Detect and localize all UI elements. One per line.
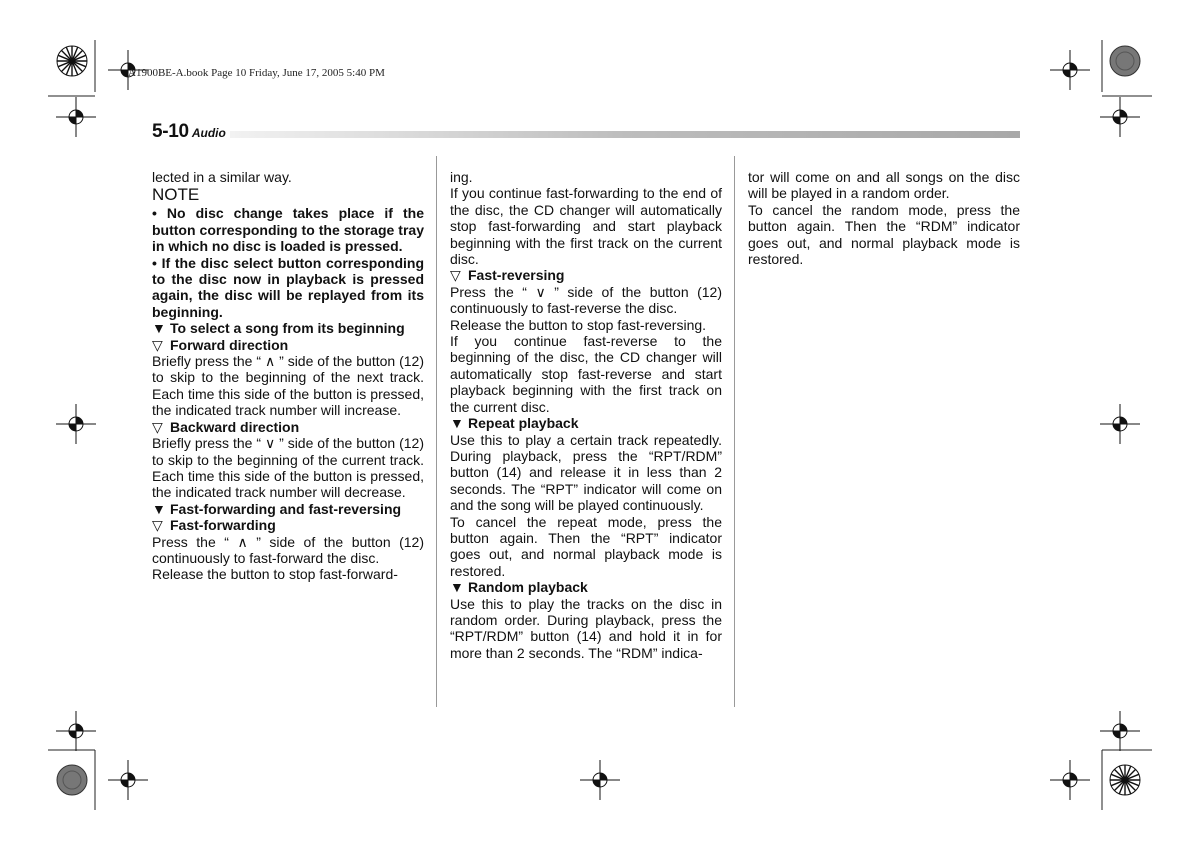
- paragraph: Use this to play a certain track repeatedly. During playback, press the “RPT/RDM” button (14) and release it in less than 2 seconds. The “RPT” indicator will come on and the song will be played continuously.: [450, 431, 722, 514]
- paragraph: If you continue fast-forwarding to the end of the disc, the CD changer will automatically stop fast-forwarding and start playback beginning with the first track on the current disc.: [450, 185, 722, 268]
- note-title: NOTE: [152, 185, 200, 205]
- down-arrow-icon: ∨: [264, 435, 276, 452]
- page-heading: [152, 121, 226, 145]
- column-divider: [734, 156, 735, 707]
- paragraph: Release the button to stop fast-forward-: [152, 566, 398, 583]
- outline-triangle-icon: ▽: [152, 336, 163, 353]
- paragraph: Press the “ ∨ ” side of the button (12) continuously to fast-reverse the disc.: [450, 283, 723, 317]
- section-heading: ▼ Random playback: [450, 579, 588, 596]
- section-heading: ▼ Repeat playback: [450, 415, 579, 432]
- registration-target-icon: [56, 404, 96, 444]
- note-item: • If the disc select button corresponding to the disc now in playback is pressed again, the disc will be replayed from its beginning.: [152, 254, 424, 320]
- paragraph: Press the “ ∧ ” side of the button (12) continuously to fast-forward the disc.: [152, 533, 425, 566]
- section-heading: ▼ To select a song from its beginning: [152, 320, 405, 337]
- paragraph: If you continue fast-reverse to the beginning of the disc, the CD changer will automatically stop fast-reverse and start playback beginning with the first track on the current disc.: [450, 333, 722, 415]
- registration-target-icon: [1100, 97, 1140, 137]
- gray-calibration-circle-icon: [1108, 44, 1142, 78]
- registration-target-icon: [108, 760, 148, 800]
- paragraph: tor will come on and all songs on the disc will be played in a random order.: [748, 169, 1020, 202]
- note-item: • No disc change takes place if the button corresponding to the storage tray in which no disc is loaded is pressed.: [152, 205, 424, 255]
- filled-triangle-icon: ▼: [450, 415, 464, 432]
- starburst-target-icon: [1108, 763, 1142, 797]
- column-2: [450, 169, 722, 661]
- up-arrow-icon: ∧: [264, 353, 276, 370]
- registration-target-icon: [1050, 760, 1090, 800]
- registration-target-icon: [1100, 404, 1140, 444]
- paragraph: lected in a similar way.: [152, 169, 292, 185]
- page-number: 5-10: [152, 121, 189, 142]
- outline-triangle-icon: ▽: [450, 267, 461, 284]
- filled-triangle-icon: ▼: [152, 320, 166, 337]
- section-heading: ▼ Fast-forwarding and fast-reversing: [152, 500, 402, 517]
- filled-triangle-icon: ▼: [152, 500, 166, 517]
- down-arrow-icon: ∨: [535, 283, 546, 300]
- section-title: Audio: [191, 126, 226, 140]
- paragraph: ing.: [450, 169, 473, 185]
- subsection-heading: ▽ Backward direction: [152, 418, 300, 435]
- paragraph: To cancel the repeat mode, press the button again. Then the “RPT” indicator goes out, and normal playback mode is restored.: [450, 513, 722, 579]
- paragraph: To cancel the random mode, press the button again. Then the “RDM” indicator goes out, and normal playback mode is restored.: [748, 201, 1020, 268]
- outline-triangle-icon: ▽: [152, 517, 163, 534]
- registration-target-icon: [1050, 50, 1090, 90]
- heading-rule: [230, 131, 1020, 138]
- column-3: [748, 169, 1020, 267]
- outline-triangle-icon: ▽: [152, 418, 163, 435]
- subsection-heading: ▽ Forward direction: [152, 336, 289, 353]
- paragraph: Briefly press the “ ∨ ” side of the button (12) to skip to the beginning of the current track. Each time this side of the button is pressed, the indicated track number will decrease.: [152, 435, 424, 501]
- registration-target-icon: [56, 97, 96, 137]
- column-divider: [436, 156, 437, 707]
- subsection-heading: ▽ Fast-forwarding: [152, 517, 276, 534]
- up-arrow-icon: ∧: [237, 533, 248, 550]
- paragraph: Release the button to stop fast-reversing.: [450, 316, 707, 333]
- registration-target-icon: [56, 711, 96, 751]
- starburst-target-icon: [55, 44, 89, 78]
- filled-triangle-icon: ▼: [450, 579, 464, 596]
- column-1: [152, 169, 424, 583]
- book-info-line: A1900BE-A.book Page 10 Friday, June 17, 2005 5:40 PM: [128, 67, 385, 79]
- registration-target-icon: [1100, 711, 1140, 751]
- gray-calibration-circle-icon: [55, 763, 89, 797]
- paragraph: Briefly press the “ ∧ ” side of the button (12) to skip to the beginning of the next track. Each time this side of the button is pressed, the indicated track number will increase.: [152, 353, 424, 419]
- paragraph: Use this to play the tracks on the disc in random order. During playback, press the “RPT/RDM” button (14) and hold it in for more than 2 seconds. The “RDM” indica-: [450, 595, 722, 661]
- registration-target-icon: [580, 760, 620, 800]
- subsection-heading: ▽ Fast-reversing: [450, 267, 565, 284]
